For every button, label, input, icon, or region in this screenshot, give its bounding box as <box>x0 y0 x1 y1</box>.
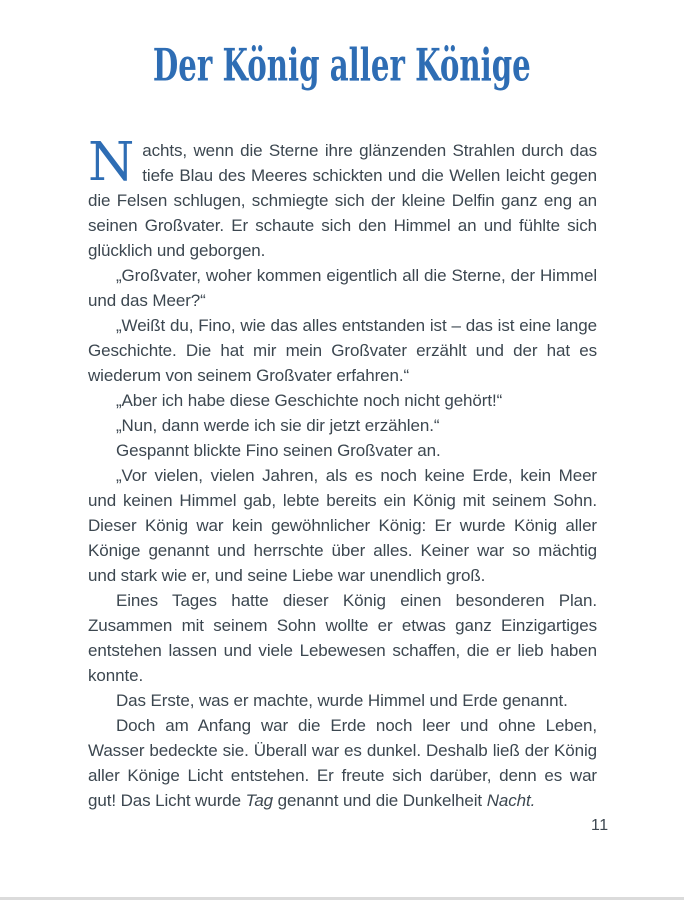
paragraph-text: Gespannt blickte Fino seinen Großvater an. <box>116 441 441 460</box>
paragraph-text: Das Erste, was er machte, wurde Himmel und Erde genannt. <box>116 691 568 710</box>
paragraph <box>88 713 597 813</box>
paragraph <box>88 413 597 438</box>
paragraph-text: „Großvater, woher kommen eigentlich all die Sterne, der Himmel und das Meer?“ <box>88 266 597 310</box>
paragraph-text: „Vor vielen, vielen Jahren, als es noch keine Erde, kein Meer und keinen Himmel gab, lebte bereits ein König mit seinem Sohn. Dieser König war kein gewöhnlicher König: Er wurde König aller Könige genannt und herrschte über alles. Keiner war so mächtig und stark wie er, und seine Liebe war unendlich groß. <box>88 466 597 585</box>
paragraph <box>88 132 597 263</box>
title-container <box>0 39 684 92</box>
paragraph <box>88 688 597 713</box>
paragraph-text: „Aber ich habe diese Geschichte noch nicht gehört!“ <box>116 391 503 410</box>
emphasized-text: Nacht. <box>486 791 536 810</box>
emphasized-text: Tag <box>245 791 274 810</box>
paragraph <box>88 313 597 388</box>
body-text <box>88 132 597 813</box>
paragraph-text: „Nun, dann werde ich sie dir jetzt erzählen.“ <box>116 416 440 435</box>
paragraph-text: achts, wenn die Sterne ihre glänzenden Strahlen durch das tiefe Blau des Meeres schickten und die Wellen leicht gegen die Felsen schlugen, schmiegte sich der kleine Delfin ganz eng an seinen Großvater. Er schaute sich den Himmel an und fühlte sich glücklich und geborgen. <box>88 141 597 260</box>
drop-cap: N <box>88 132 135 193</box>
page-number: 11 <box>591 817 609 834</box>
paragraph <box>88 388 597 413</box>
page-title: Der König aller Könige <box>153 39 531 92</box>
paragraph-text: Eines Tages hatte dieser König einen besonderen Plan. Zusammen mit seinem Sohn wollte er etwas ganz Einzigartiges entstehen lassen und viele Lebewesen schaffen, die er lieb haben konnte. <box>88 591 597 685</box>
paragraph-text: Doch am Anfang war die Erde noch leer und ohne Leben, Wasser bedeckte sie. Überall war es dunkel. Deshalb ließ der König aller Könige Licht entstehen. Er freute sich darüber, denn es war gut! Das Licht wurde <box>88 716 597 810</box>
paragraph <box>88 588 597 688</box>
paragraph <box>88 438 597 463</box>
paragraph-text: genannt und die Dunkelheit <box>273 791 487 810</box>
paragraph <box>88 263 597 313</box>
paragraph-text: „Weißt du, Fino, wie das alles entstanden ist – das ist eine lange Geschichte. Die hat mir mein Großvater erzählt und der hat es wiederum von seinem Großvater erfahren.“ <box>88 316 597 385</box>
paragraph <box>88 463 597 588</box>
